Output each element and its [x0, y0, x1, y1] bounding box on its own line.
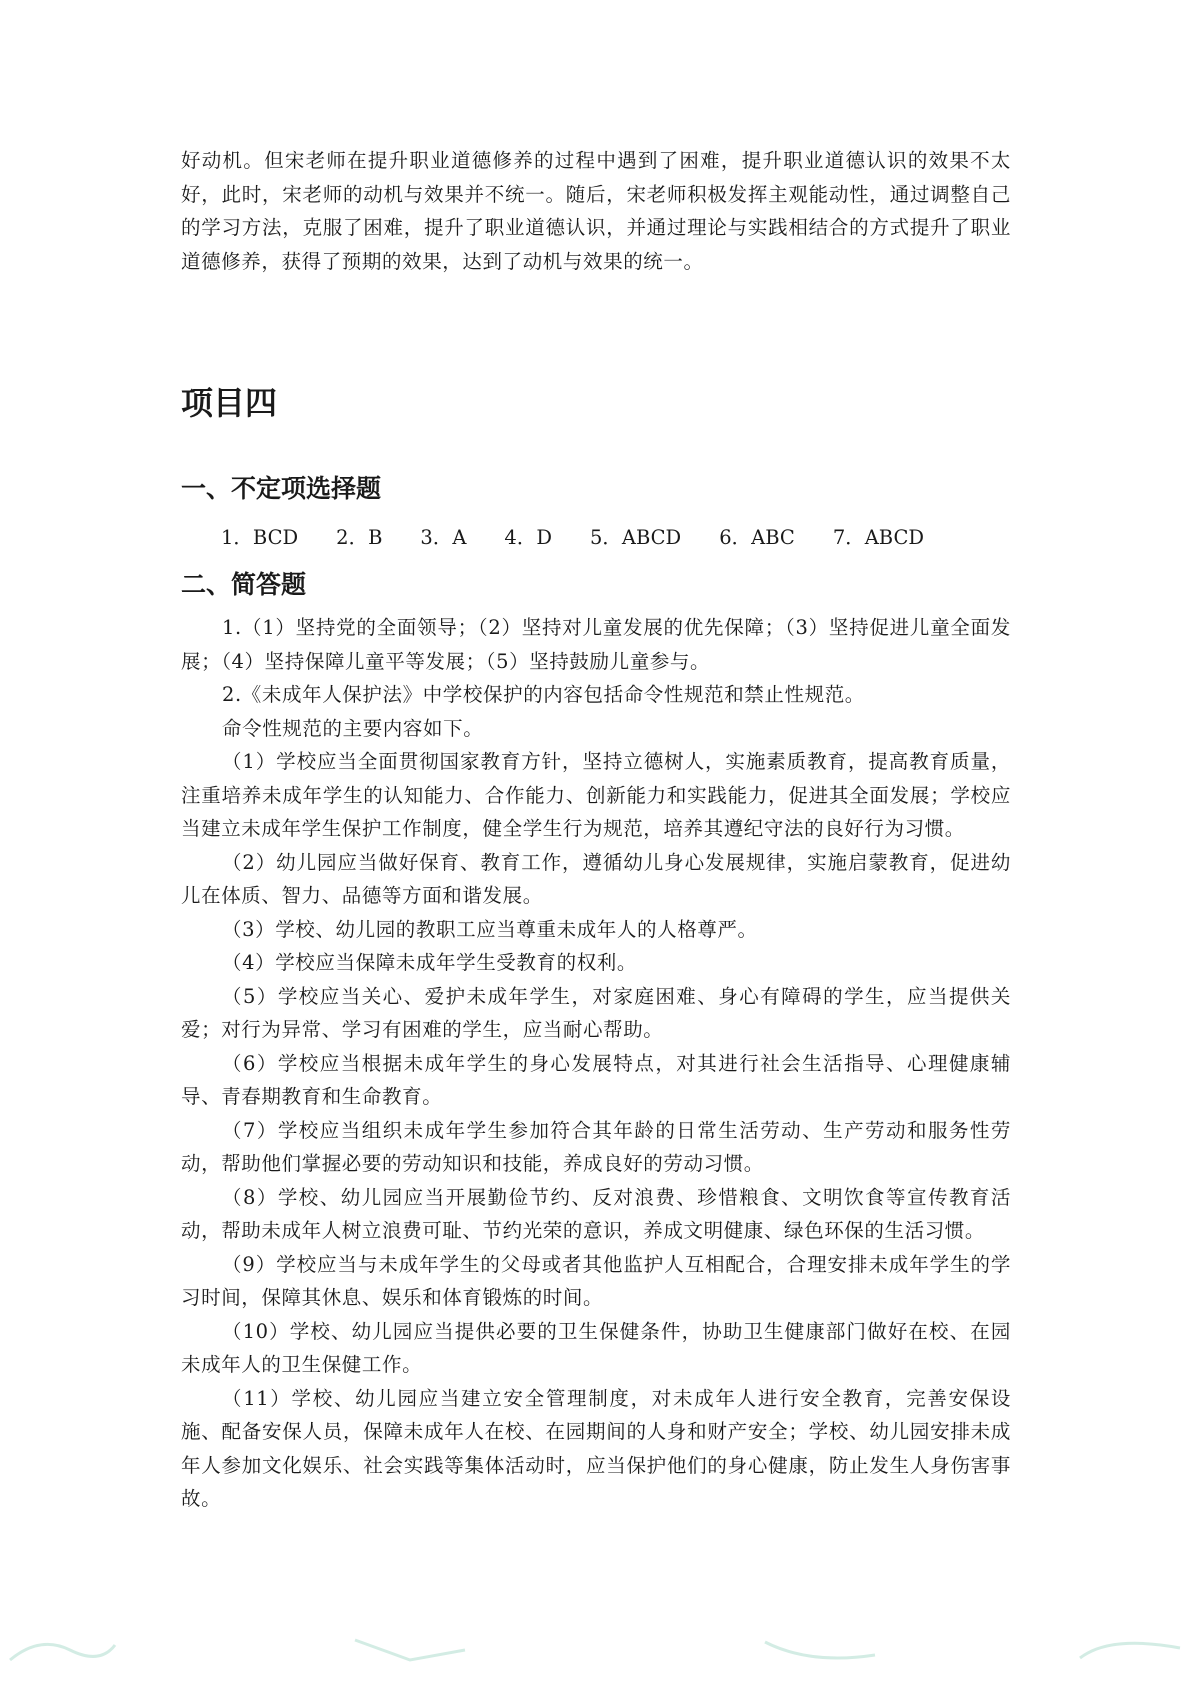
answer-paragraph-1: 1.（1）坚持党的全面领导；（2）坚持对儿童发展的优先保障；（3）坚持促进儿童全面发展；（4）坚持保障儿童平等发展；（5）坚持鼓励儿童参与。	[181, 616, 1011, 673]
project-title: 项目四	[181, 384, 278, 422]
list-item: （3）学校、幼儿园的教职工应当尊重未成年人的人格尊严。	[222, 917, 758, 941]
watermark-mark	[350, 1630, 470, 1670]
list-item: （8）学校、幼儿园应当开展勤俭节约、反对浪费、珍惜粮食、文明饮食等宣传教育活动，帮助未成年人树立浪费可耻、节约光荣的意识，养成文明健康、绿色环保的生活习惯。	[181, 1185, 1011, 1242]
list-item: （4）学校应当保障未成年学生受教育的权利。	[222, 951, 638, 974]
section-title-short-answer: 二、简答题	[181, 570, 307, 599]
answer-list	[221, 523, 1011, 553]
answer-item: 5．ABCD	[589, 526, 682, 549]
list-item: （2）幼儿园应当做好保育、教育工作，遵循幼儿身心发展规律，实施启蒙教育，促进幼儿在体质、智力、品德等方面和谐发展。	[181, 850, 1011, 907]
continuation-paragraph: 好动机。但宋老师在提升职业道德修养的过程中遇到了困难，提升职业道德认识的效果不太好，此时，宋老师的动机与效果并不统一。随后，宋老师积极发挥主观能动性，通过调整自己的学习方法，克服了困难，提升了职业道德认识，并通过理论与实践相结合的方式提升了职业道德修养，获得了预期的效果，达到了动机与效果的统一。	[181, 149, 1011, 273]
list-item: （5）学校应当关心、爱护未成年学生，对家庭困难、身心有障碍的学生，应当提供关爱；对行为异常、学习有困难的学生，应当耐心帮助。	[181, 984, 1011, 1041]
section-title-multiple-choice: 一、不定项选择题	[181, 474, 382, 503]
answer-item: 2．B	[336, 526, 383, 549]
list-item: （11）学校、幼儿园应当建立安全管理制度，对未成年人进行安全教育，完善安保设施、配备安保人员，保障未成年人在校、在园期间的人身和财产安全；学校、幼儿园安排未成年人参加文化娱乐、社会实践等集体活动时，应当保护他们的身心健康，防止发生人身伤害事故。	[181, 1386, 1011, 1510]
watermark-mark	[0, 1630, 120, 1670]
list-item: （10）学校、幼儿园应当提供必要的卫生保健条件，协助卫生健康部门做好在校、在园未成年人的卫生保健工作。	[181, 1319, 1011, 1376]
answer-item: 3．A	[420, 526, 467, 549]
answer-item: 1．BCD	[221, 526, 299, 549]
page-content	[181, 144, 1011, 1516]
list-item: （7）学校应当组织未成年学生参加符合其年龄的日常生活劳动、生产劳动和服务性劳动，帮助他们掌握必要的劳动知识和技能，养成良好的劳动习惯。	[181, 1118, 1011, 1175]
watermark-mark	[1070, 1630, 1190, 1670]
answer-paragraph-2-intro: 2.《未成年人保护法》中学校保护的内容包括命令性规范和禁止性规范。	[222, 683, 865, 706]
answer-item: 4．D	[504, 526, 552, 549]
short-answer-body	[181, 611, 1011, 1516]
list-item: （6）学校应当根据未成年学生的身心发展特点，对其进行社会生活指导、心理健康辅导、青春期教育和生命教育。	[181, 1051, 1011, 1108]
answer-item: 6．ABC	[719, 526, 795, 549]
answer-item: 7．ABCD	[832, 526, 925, 549]
watermark-mark	[760, 1630, 880, 1670]
answer-paragraph-2-sub: 命令性规范的主要内容如下。	[222, 716, 484, 740]
list-item: （9）学校应当与未成年学生的父母或者其他监护人互相配合，合理安排未成年学生的学习时间，保障其休息、娱乐和体育锻炼的时间。	[181, 1252, 1011, 1309]
list-item: （1）学校应当全面贯彻国家教育方针，坚持立德树人，实施素质教育，提高教育质量，注重培养未成年学生的认知能力、合作能力、创新能力和实践能力，促进其全面发展；学校应当建立未成年学生保护工作制度，健全学生行为规范，培养其遵纪守法的良好行为习惯。	[181, 750, 1011, 840]
